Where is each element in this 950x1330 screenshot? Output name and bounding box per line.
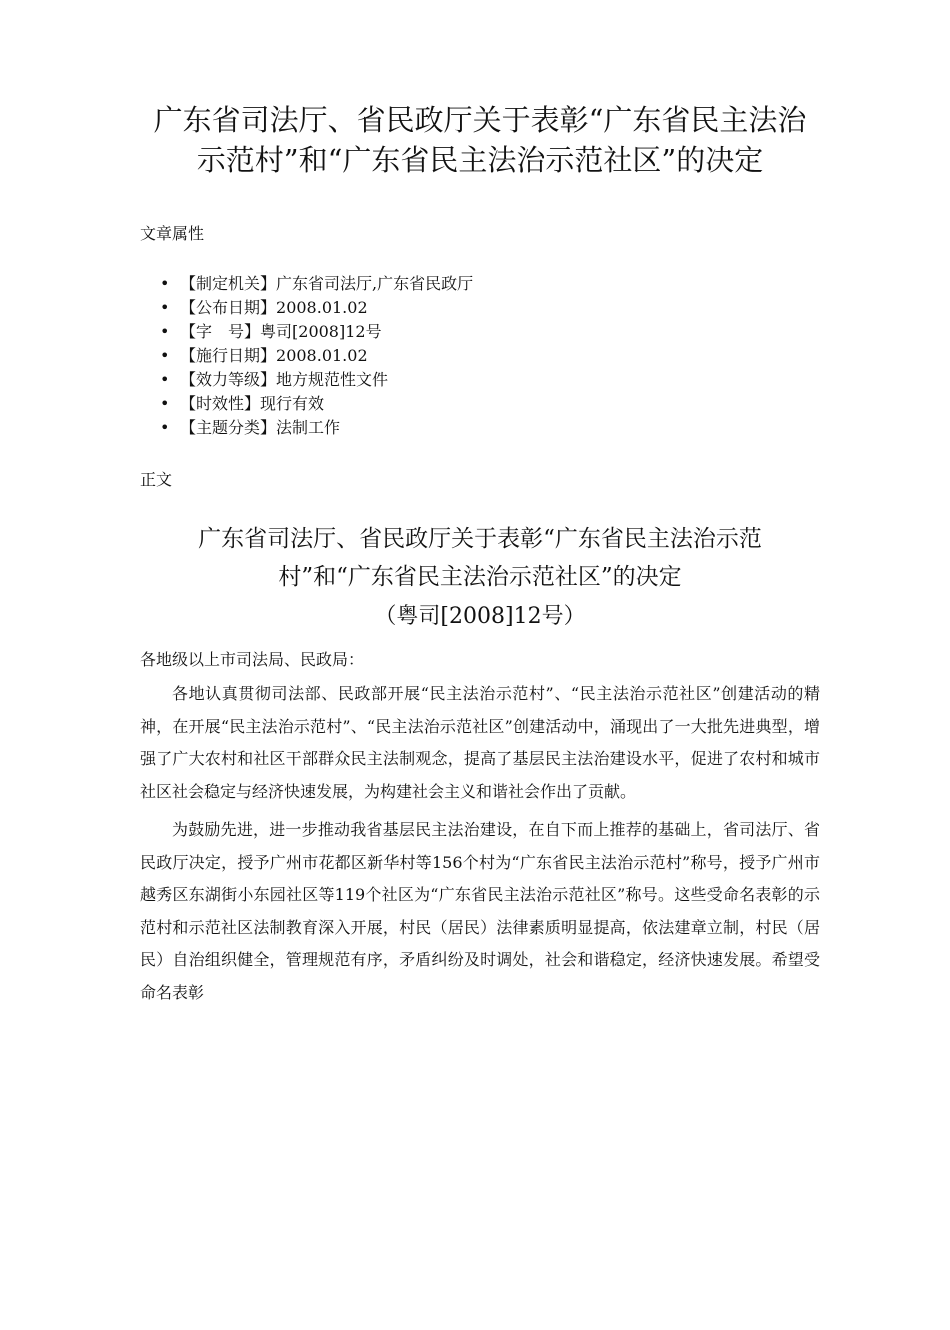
- property-item: [160, 368, 820, 392]
- property-item: [160, 272, 820, 296]
- property-key: 【施行日期】: [180, 346, 277, 365]
- property-item: [160, 296, 820, 320]
- property-item: [160, 344, 820, 368]
- property-item: [160, 320, 820, 344]
- property-key: 【公布日期】: [180, 298, 277, 317]
- document-page: [0, 100, 950, 1330]
- salutation: 各地级以上市司法局、民政局：: [140, 650, 365, 669]
- property-key: 【字 号】: [180, 322, 261, 341]
- property-key: 【主题分类】: [180, 418, 277, 437]
- properties-list: [140, 272, 820, 440]
- body-paragraph: 各地认真贯彻司法部、民政部开展“民主法治示范村”、“民主法治示范社区”创建活动的精神，在开展“民主法治示范村”、“民主法治示范社区”创建活动中，涌现出了一大批先进典型，增强了广大农村和社区干部群众民主法制观念，提高了基层民主法治建设水平，促进了农村和城市社区社会稳定与经济快速发展，为构建社会主义和谐社会作出了贡献。: [140, 684, 820, 801]
- property-key: 【制定机关】: [180, 274, 277, 293]
- property-value: 2008.01.02: [276, 298, 368, 317]
- property-key: 【时效性】: [180, 394, 261, 413]
- property-value: 广东省司法厅,广东省民政厅: [276, 274, 474, 293]
- property-value: 2008.01.02: [276, 346, 368, 365]
- body-label: 正文: [140, 470, 173, 489]
- main-title: 广东省司法厅、省民政厅关于表彰“广东省民主法治示范村”和“广东省民主法治示范社区”的决定: [198, 526, 762, 590]
- document-title: 广东省司法厅、省民政厅关于表彰“广东省民主法治示范村”和“广东省民主法治示范社区”的决定: [153, 103, 807, 177]
- bullet-icon: •: [160, 394, 170, 413]
- bullet-icon: •: [160, 298, 170, 317]
- bullet-icon: •: [160, 322, 170, 341]
- property-value: 法制工作: [276, 418, 341, 437]
- bullet-icon: •: [160, 274, 170, 293]
- property-item: [160, 416, 820, 440]
- body-paragraph: 为鼓励先进，进一步推动我省基层民主法治建设，在自下而上推荐的基础上，省司法厅、省民政厅决定，授予广州市花都区新华村等156个村为“广东省民主法治示范村”称号，授予广州市越秀区东湖街小东园社区等119个社区为“广东省民主法治示范社区”称号。这些受命名表彰的示范村和示范社区法制教育深入开展，村民（居民）法律素质明显提高，依法建章立制，村民（居民）自治组织健全，管理规范有序，矛盾纠纷及时调处，社会和谐稳定，经济快速发展。希望受命名表彰: [140, 820, 820, 1002]
- properties-label: 文章属性: [140, 224, 205, 243]
- property-value: 粤司[2008]12号: [260, 322, 382, 341]
- bullet-icon: •: [160, 418, 170, 437]
- property-key: 【效力等级】: [180, 370, 277, 389]
- bullet-icon: •: [160, 346, 170, 365]
- document-number: （粤司[2008]12号）: [374, 604, 586, 629]
- property-value: 地方规范性文件: [276, 370, 389, 389]
- property-item: [160, 392, 820, 416]
- property-value: 现行有效: [260, 394, 325, 413]
- bullet-icon: •: [160, 370, 170, 389]
